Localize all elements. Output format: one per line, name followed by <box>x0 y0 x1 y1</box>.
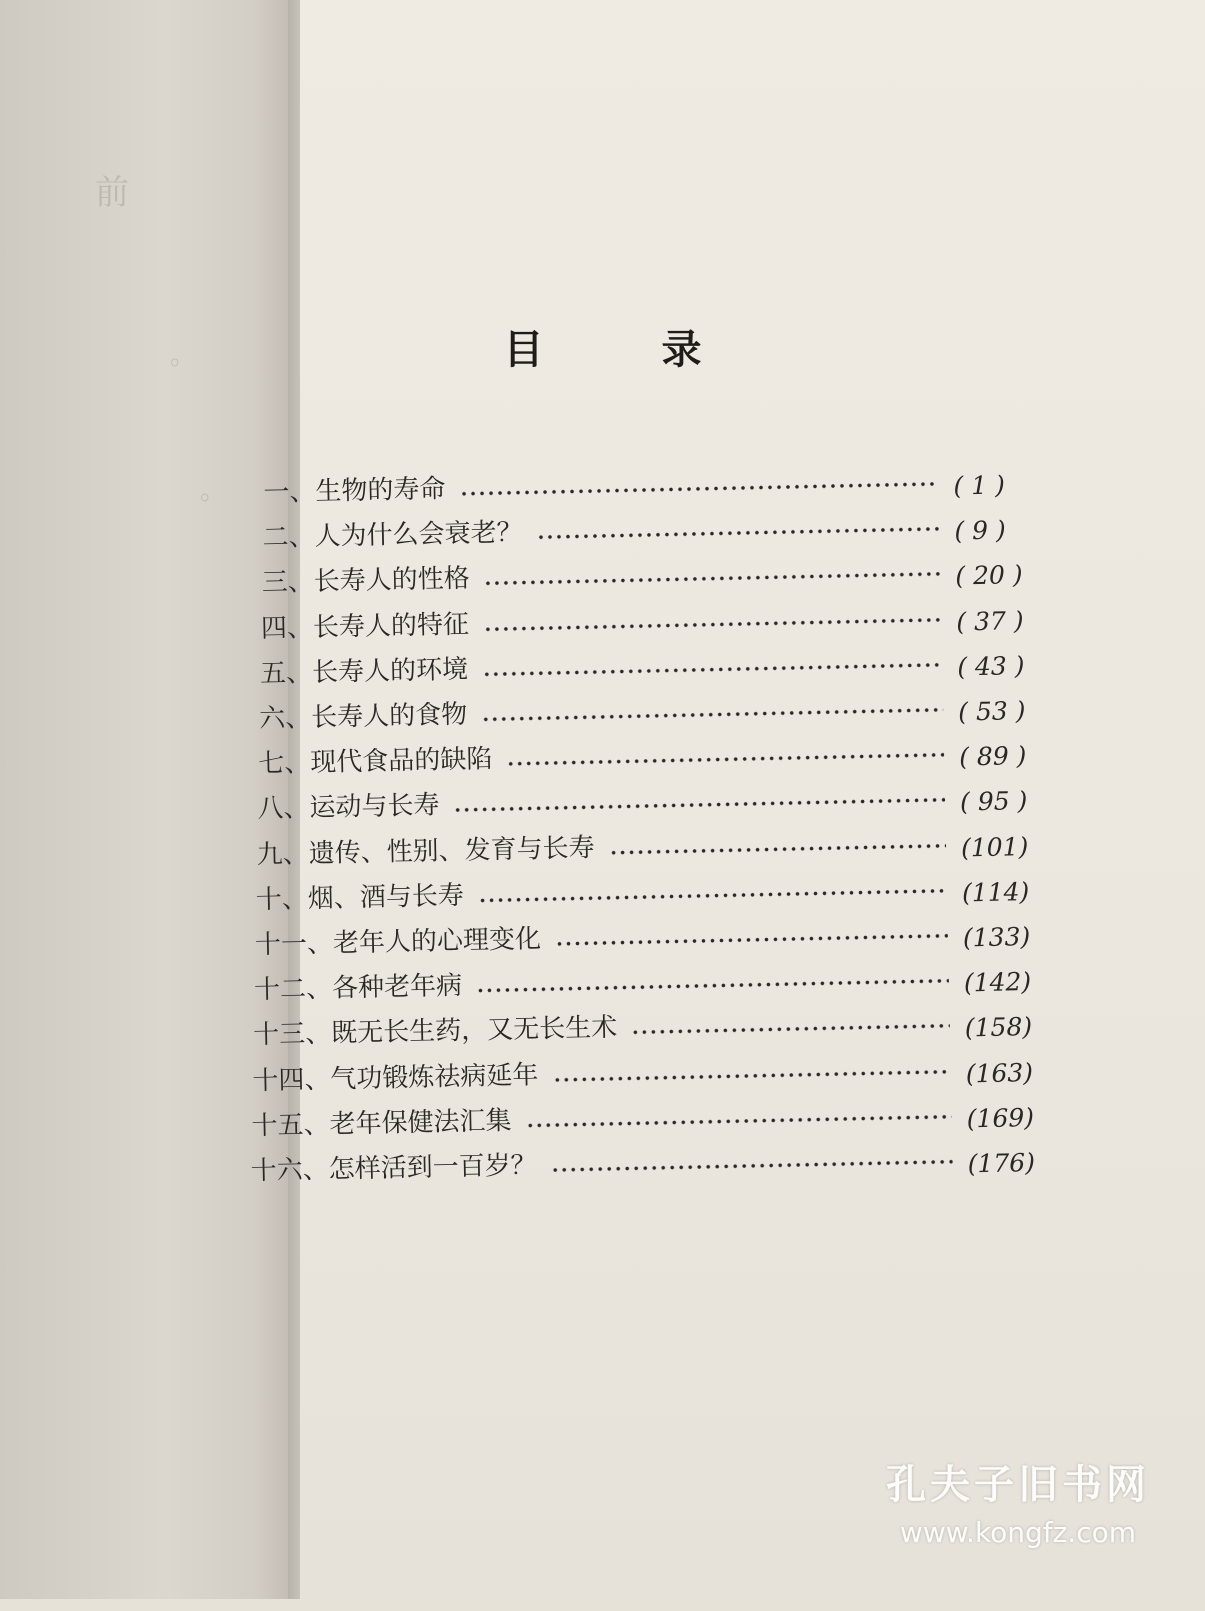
bleed-through-text: 。 <box>170 341 197 371</box>
toc-page-number: (169) <box>966 1102 1035 1134</box>
toc-chapter-title: 九、遗传、性别、发育与长寿 <box>256 832 595 870</box>
toc-dot-leader <box>476 979 949 993</box>
toc-dot-leader <box>631 1024 950 1035</box>
toc-page-number: (163) <box>965 1057 1034 1088</box>
toc-page-number: (133) <box>962 922 1031 953</box>
toc-page-number: ( 37 ) <box>956 605 1024 637</box>
toc-chapter-title: 三、长寿人的性格 <box>261 564 471 599</box>
toc-chapter-title: 一、生物的寿命 <box>263 474 446 508</box>
toc-chapter-title: 六、长寿人的食物 <box>258 699 468 735</box>
toc-dot-leader <box>537 527 940 539</box>
toc-chapter-title: 十四、气功锻炼祛病延年 <box>252 1059 539 1096</box>
toc-dot-leader <box>555 934 948 946</box>
watermark <box>886 1453 1150 1549</box>
toc-page-number: ( 9 ) <box>954 515 1007 546</box>
toc-chapter-title: 十、烟、酒与长寿 <box>255 880 465 916</box>
toc-page-number: (114) <box>961 876 1030 908</box>
toc-chapter-title: 十六、怎样活到一百岁？ <box>250 1150 537 1187</box>
toc-dot-leader <box>609 843 946 854</box>
toc-dot-leader <box>482 663 942 677</box>
toc-dot-leader <box>481 708 943 722</box>
toc-page-number: (176) <box>967 1147 1036 1179</box>
toc-page-number: ( 1 ) <box>953 470 1006 501</box>
toc-page-number: ( 95 ) <box>959 786 1028 817</box>
toc-chapter-title: 二、人为什么会衰老？ <box>262 517 523 554</box>
page-title: 目 录 <box>503 327 754 373</box>
toc-dot-leader <box>552 1069 950 1081</box>
toc-chapter-title: 四、长寿人的特征 <box>260 609 470 644</box>
toc-page-number: ( 89 ) <box>958 741 1027 772</box>
toc-chapter-title: 七、现代食品的缺陷 <box>258 744 493 780</box>
toc-page-number: ( 43 ) <box>956 650 1025 682</box>
toc-page-number: ( 20 ) <box>955 560 1023 591</box>
toc-chapter-title: 十二、各种老年病 <box>253 971 463 1006</box>
watermark-name: 孔夫子旧书网 <box>886 1462 1150 1508</box>
toc-dot-leader <box>460 482 939 496</box>
toc-chapter-title: 十一、老年人的心理变化 <box>254 924 542 961</box>
toc-dot-leader <box>551 1160 953 1172</box>
toc-dot-leader <box>484 572 941 586</box>
toc-page-number: (158) <box>964 1012 1033 1043</box>
toc-chapter-title: 十五、老年保健法汇集 <box>251 1105 512 1142</box>
toc-dot-leader <box>506 753 944 766</box>
watermark-url: www.kongfz.com <box>899 1516 1137 1549</box>
toc-dot-leader <box>526 1115 952 1128</box>
toc-page-number: (142) <box>963 967 1032 998</box>
toc-page-number: (101) <box>960 831 1029 863</box>
toc-dot-leader <box>454 798 946 812</box>
toc-page-number: ( 53 ) <box>957 696 1026 727</box>
toc-chapter-title: 八、运动与长寿 <box>257 790 440 825</box>
toc-dot-leader <box>483 617 941 631</box>
toc-dot-leader <box>478 889 947 903</box>
bleed-through-text: 前 <box>95 173 129 213</box>
bleed-through-text: 。 <box>200 476 227 506</box>
toc-chapter-title: 五、长寿人的环境 <box>259 654 469 689</box>
toc-chapter-title: 十三、既无长生药，又无长生术 <box>252 1013 618 1051</box>
